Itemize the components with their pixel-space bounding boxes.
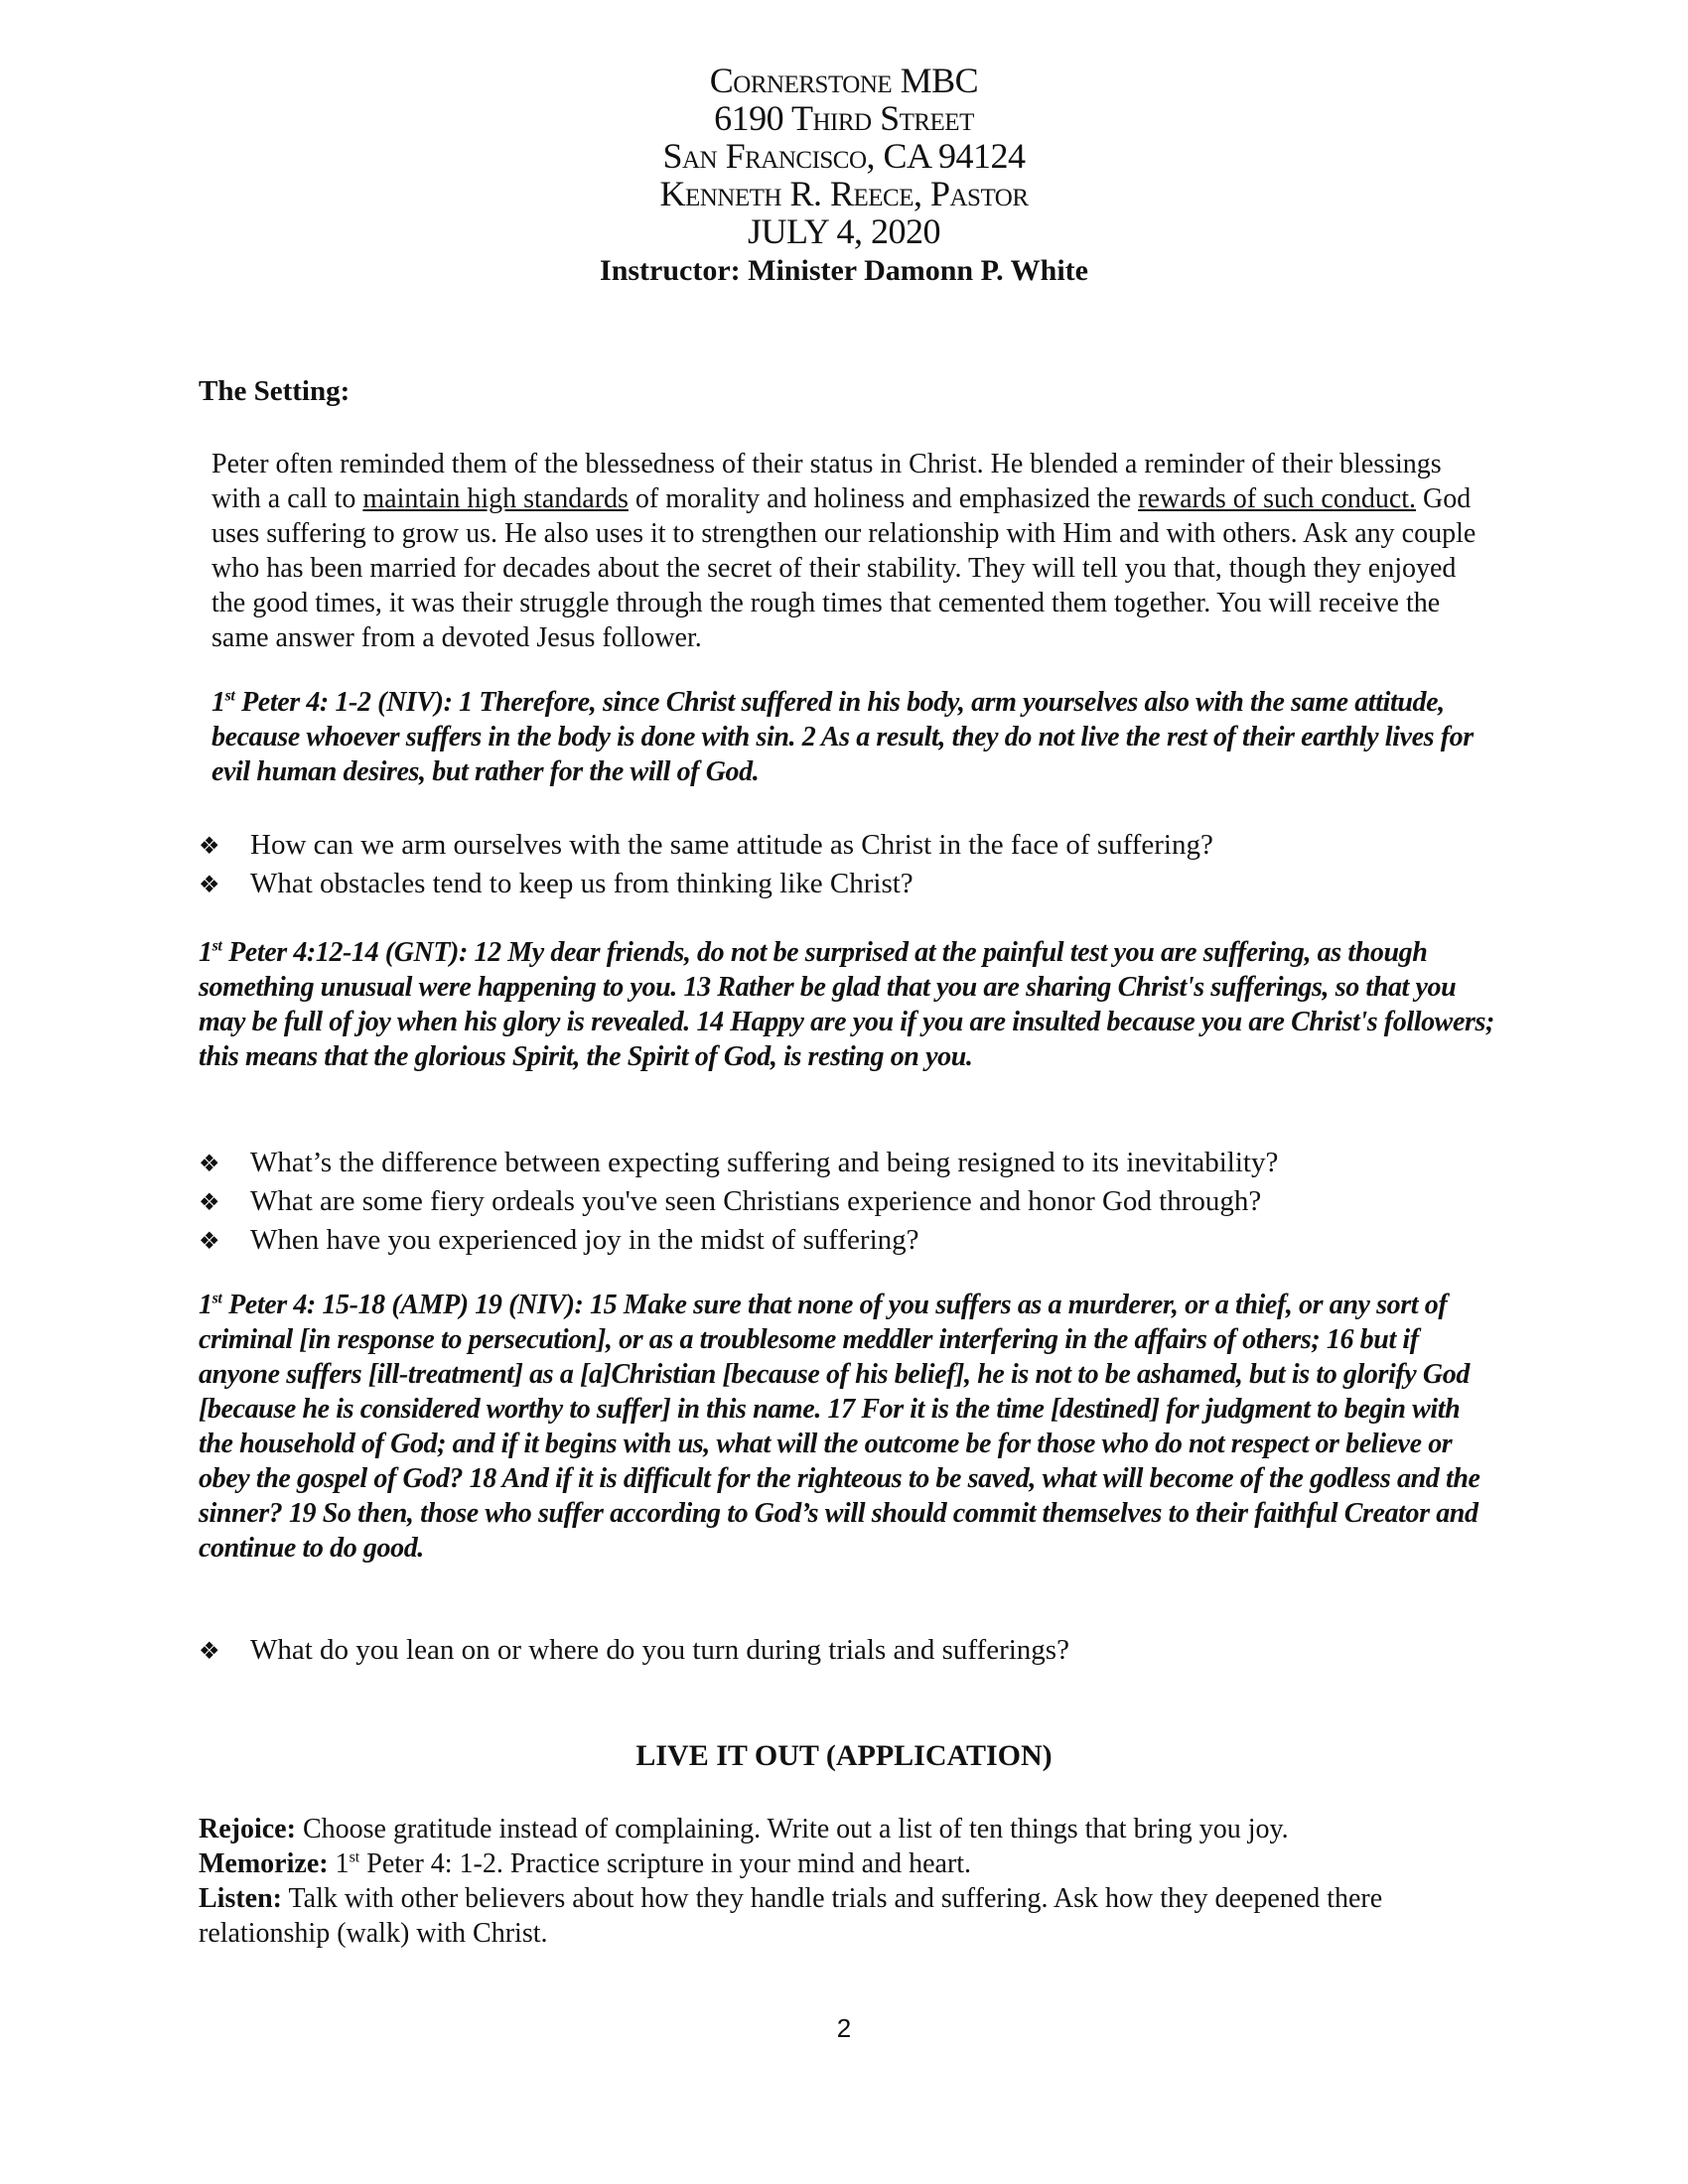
- scripture-2-num: 1: [199, 937, 212, 968]
- setting-text-1: Peter often reminded them of the blessedness of their status in Christ. He blended a reminder of their blessings with a call to: [211, 449, 1442, 514]
- memorize-sup: st: [349, 1848, 360, 1866]
- application-memorize: [199, 1846, 1499, 1881]
- application-listen: [199, 1881, 1499, 1951]
- church-city: San Francisco, CA 94124: [662, 136, 1026, 176]
- memorize-label: Memorize:: [199, 1848, 329, 1879]
- question-text: What obstacles tend to keep us from thinking like Christ?: [250, 868, 914, 899]
- church-header: [0, 62, 1688, 290]
- question-list-3: [199, 1632, 1509, 1671]
- scripture-3-text: Peter 4: 15-18 (AMP) 19 (NIV): 15 Make sure that none of you suffers as a murderer, or a thief, or any sort of criminal [in response to persecution], or as a troublesome meddler interfering in the affairs of others; 16 but if anyone suffers [ill-treatment] as a [a]Christian [because of his belief], he is not to be ashamed, but is to glorify God [because he is considered worthy to suffer] in this name. 17 For it is the time [destined] for judgment to begin with the household of God; and if it begins with us, what will the outcome be for those who do not respect or believe or obey the gospel of God? 18 And if it is difficult for the righteous to be saved, what will become of the godless and the sinner? 19 So then, those who suffer according to God’s will should commit themselves to their faithful Creator and continue to do good.: [199, 1290, 1480, 1564]
- setting-paragraph: [211, 447, 1492, 655]
- scripture-1-text: Peter 4: 1-2 (NIV): 1 Therefore, since Christ suffered in his body, arm yourselves also with the same attitude, because whoever suffers in the body is done with sin. 2 As a result, they do not live the rest of their earthly lives for evil human desires, but rather for the will of God.: [211, 687, 1474, 787]
- question-item: [199, 1145, 1509, 1183]
- scripture-3-num: 1: [199, 1290, 212, 1320]
- scripture-2-text: Peter 4:12-14 (GNT): 12 My dear friends, do not be surprised at the painful test you are suffering, as though something unusual were happening to you. 13 Rather be glad that you are sharing Christ's sufferings, so that you may be full of joy when his glory is revealed. 14 Happy are you if you are insulted because you are Christ's followers; this means that the glorious Spirit, the Spirit of God, is resting on you.: [199, 937, 1494, 1072]
- rejoice-text: Choose gratitude instead of complaining. Write out a list of ten things that bring you joy.: [295, 1814, 1289, 1844]
- question-text: What are some fiery ordeals you've seen Christians experience and honor God through?: [250, 1185, 1262, 1217]
- setting-underline-2: rewards of such conduct.: [1138, 483, 1417, 514]
- diamond-bullet-icon: ❖: [199, 1639, 220, 1665]
- diamond-bullet-icon: ❖: [199, 834, 220, 860]
- scripture-3-sup: st: [211, 1290, 222, 1307]
- setting-text-3: God uses suffering to grow us. He also uses it to strengthen our relationship with Him and with others. Ask any couple who has been married for decades about the secret of their stability. They will tell you that, though they enjoyed the good times, it was their struggle through the rough times that cemented them together. You will receive the same answer from a devoted Jesus follower.: [211, 483, 1477, 653]
- listen-label: Listen:: [199, 1883, 282, 1914]
- question-item: [199, 1222, 1509, 1261]
- scripture-passage-2: [199, 935, 1499, 1074]
- page-number: 2: [836, 2013, 852, 2043]
- application-rejoice: [199, 1812, 1499, 1846]
- diamond-bullet-icon: ❖: [199, 873, 220, 898]
- question-item: [199, 866, 1509, 904]
- memorize-text: Peter 4: 1-2. Practice scripture in your mind and heart.: [359, 1848, 972, 1879]
- memorize-num: 1: [328, 1848, 350, 1879]
- lesson-date: JULY 4, 2020: [747, 211, 941, 251]
- question-list-1: [199, 827, 1509, 904]
- setting-text-2: of morality and holiness and emphasized the: [628, 483, 1139, 514]
- scripture-1-num: 1: [211, 687, 225, 718]
- setting-underline-1: maintain high standards: [362, 483, 629, 514]
- diamond-bullet-icon: ❖: [199, 1229, 220, 1255]
- pastor-name: Kenneth R. Reece, Pastor: [659, 174, 1029, 213]
- question-list-2: [199, 1145, 1509, 1261]
- question-item: [199, 827, 1509, 866]
- diamond-bullet-icon: ❖: [199, 1152, 220, 1177]
- church-address: 6190 Third Street: [714, 98, 974, 138]
- question-item: [199, 1632, 1509, 1671]
- question-text: What’s the difference between expecting suffering and being resigned to its inevitability?: [250, 1147, 1279, 1178]
- rejoice-label: Rejoice:: [199, 1814, 296, 1844]
- diamond-bullet-icon: ❖: [199, 1190, 220, 1216]
- instructor-line: Instructor: Minister Damonn P. White: [600, 254, 1088, 287]
- listen-text: Talk with other believers about how they handle trials and suffering. Ask how they deepened there relationship (walk) with Christ.: [199, 1883, 1383, 1949]
- application-heading: LIVE IT OUT (APPLICATION): [635, 1739, 1053, 1772]
- scripture-1-sup: st: [224, 687, 235, 705]
- church-name: Cornerstone MBC: [709, 61, 979, 100]
- scripture-passage-3: [199, 1288, 1499, 1566]
- question-text: How can we arm ourselves with the same attitude as Christ in the face of suffering?: [250, 829, 1213, 861]
- scripture-passage-1: [211, 685, 1492, 789]
- question-text: When have you experienced joy in the midst of suffering?: [250, 1224, 919, 1256]
- scripture-2-sup: st: [211, 937, 222, 955]
- setting-heading: The Setting:: [199, 375, 351, 407]
- question-text: What do you lean on or where do you turn during trials and sufferings?: [250, 1634, 1069, 1666]
- question-item: [199, 1183, 1509, 1222]
